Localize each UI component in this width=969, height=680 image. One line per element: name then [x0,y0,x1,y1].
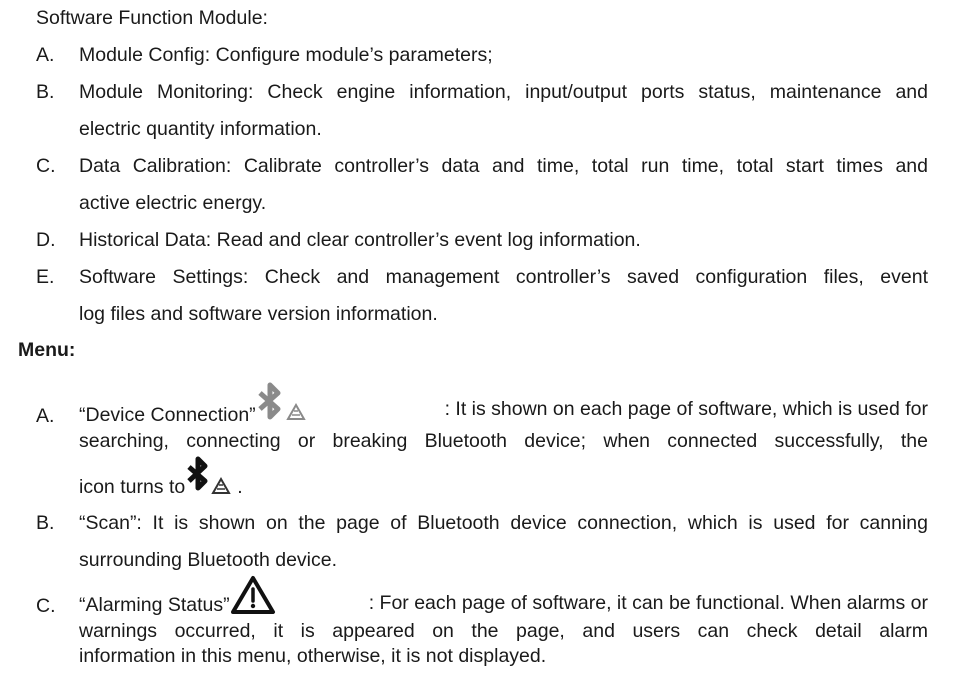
list-text: log files and software version information. [79,303,438,325]
list-text: searching, connecting or breaking Bluetooth device; when connected successfully, the [79,430,928,452]
list-text: surrounding Bluetooth device. [79,549,338,571]
list-text: : For each page of software, it can be functional. When alarms or [368,592,928,614]
list-text: “Device Connection” [79,404,256,426]
list-letter: E. [36,266,55,288]
list-text: : It is shown on each page of software, which is used for [444,398,928,420]
list-text: . [237,476,243,498]
bluetooth-disconnected-icon [254,379,312,425]
section-heading: Software Function Module: [36,7,268,29]
list-letter: C. [36,155,56,177]
list-text: Historical Data: Read and clear controller’s event log information. [79,229,641,251]
list-text: electric quantity information. [79,118,322,140]
list-letter: A. [36,44,55,66]
list-text: Module Config: Configure module’s parameters; [79,44,493,66]
list-text: information in this menu, otherwise, it is not displayed. [79,645,547,667]
list-letter: C. [36,595,56,617]
list-text: “Scan”: It is shown on the page of Bluetooth device connection, which is used for canning [79,512,928,534]
list-text: warnings occurred, it is appeared on the page, and users can check detail alarm [79,620,928,642]
list-text: active electric energy. [79,192,267,214]
list-text: icon turns to [79,476,186,498]
list-text: “Alarming Status” [79,594,230,616]
list-text: Module Monitoring: Check engine information, input/output ports status, maintenance and [79,81,928,103]
bluetooth-connected-icon [185,455,237,497]
list-letter: B. [36,512,55,534]
list-text: Data Calibration: Calibrate controller’s data and time, total run time, total start times and [79,155,928,177]
list-letter: D. [36,229,56,251]
list-letter: A. [36,405,55,427]
list-letter: B. [36,81,55,103]
menu-heading: Menu: [18,339,76,361]
list-text: Software Settings: Check and management controller’s saved configuration files, event [79,266,928,288]
warning-triangle-icon [230,575,276,615]
